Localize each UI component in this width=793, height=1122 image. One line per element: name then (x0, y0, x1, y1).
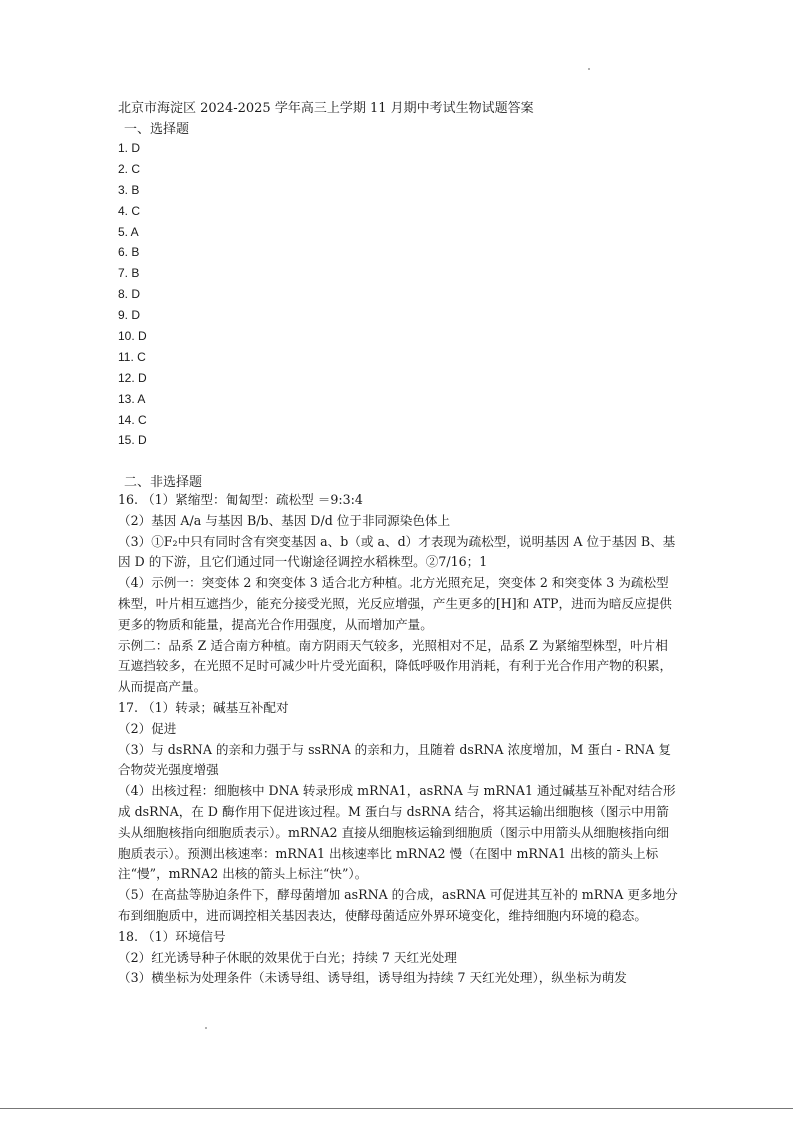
answer-item: 4. C (118, 203, 141, 218)
q18-line: （2）红光诱导种子休眠的效果优于白光；持续 7 天红光处理 (118, 949, 457, 965)
q17-line: （4）出核过程：细胞核中 DNA 转录形成 mRNA1，asRNA 与 mRNA1 通过碱基互补配对结合形成 dsRNA，在 D 酶作用下促进该过程。M 蛋白与 dsRNA 结合，将其运输出细胞核（图示中用箭头从细胞核指向细胞质表示）。mRNA2 直接从细胞核运输到细胞质（图示中用箭头从细胞核指向细胞质表示）。预测出核速率：mRNA1 出核速率比 mRNA2 慢（在图中 mRNA1 出核的箭头上标注“慢”，mRNA2 出核的箭头上标注“快”）。 (118, 783, 676, 882)
answer-list (118, 138, 147, 451)
answer-item: 2. C (118, 161, 141, 176)
q16-line: （4）示例一：突变体 2 和突变体 3 适合北方种植。北方光照充足，突变体 2 和突变体 3 为疏松型株型，叶片相互遮挡少，能充分接受光照，光反应增强，产生更多的[H]和 ATP，进而为暗反应提供更多的物质和能量，提高光合作用强度，从而增加产量。 (118, 575, 672, 632)
answer-item: 12. D (118, 370, 147, 385)
scan-dot (588, 68, 590, 70)
q18-line: 18. （1）环境信号 (118, 928, 226, 944)
answer-item: 11. C (118, 349, 146, 364)
answer-item: 14. C (118, 412, 147, 427)
answer-item: 1. D (118, 141, 141, 155)
answer-item: 3. B (118, 182, 140, 197)
q16-line: （3）①F₂中只有同时含有突变基因 a、b（或 a、d）才表现为疏松型，说明基因 A 位于基因 B、基因 D 的下游，且它们通过同一代谢途径调控水稻株型。②7/16；1 (118, 533, 676, 570)
section-heading-nonchoice: 二、非选择题 (124, 475, 203, 490)
answer-item: 5. A (118, 224, 139, 239)
section-heading-choice: 一、选择题 (124, 122, 190, 137)
q17-line: （3）与 dsRNA 的亲和力强于与 ssRNA 的亲和力，且随着 dsRNA 浓度增加，M 蛋白 - RNA 复合物荧光强度增强 (118, 741, 671, 778)
document-title: 北京市海淀区 2024-2025 学年高三上学期 11 月期中考试生物试题答案 (118, 101, 534, 116)
answer-item: 13. A (118, 391, 146, 406)
q17-line: （5）在高盐等胁迫条件下，酵母菌增加 asRNA 的合成，asRNA 可促进其互补的 mRNA 更多地分布到细胞质中，进而调控相关基因表达，使酵母菌适应外界环境变化，维持细胞内环境的稳态。 (118, 887, 678, 923)
q17-line: 17. （1）转录；碱基互补配对 (118, 699, 289, 715)
q18-line: （3）横坐标为处理条件（未诱导组、诱导组，诱导组为持续 7 天红光处理），纵坐标为萌发 (118, 970, 627, 986)
q17-line: （2）促进 (118, 720, 177, 736)
answer-body (118, 490, 680, 989)
scan-dot (205, 1027, 207, 1029)
q16-line: 示例二：品系 Z 适合南方种植。南方阴雨天气较多，光照相对不足，品系 Z 为紧缩型株型，叶片相互遮挡较多，在光照不足时可减少叶片受光面积，降低呼吸作用消耗，有利于光合作用产物的积累，从而提高产量。 (118, 637, 673, 695)
answer-item: 15. D (118, 433, 147, 448)
answer-item: 7. B (118, 266, 140, 281)
answer-item: 10. D (118, 329, 147, 344)
answer-item: 6. B (118, 245, 140, 260)
answer-item: 8. D (118, 287, 141, 302)
answer-item: 9. D (118, 308, 141, 323)
page-bottom-rule (0, 1108, 793, 1109)
q16-line: 16. （1）紧缩型：匍匐型：疏松型 ＝9:3:4 (118, 492, 363, 507)
q16-line: （2）基因 A/a 与基因 B/b、基因 D/d 位于非同源染色体上 (118, 512, 451, 528)
